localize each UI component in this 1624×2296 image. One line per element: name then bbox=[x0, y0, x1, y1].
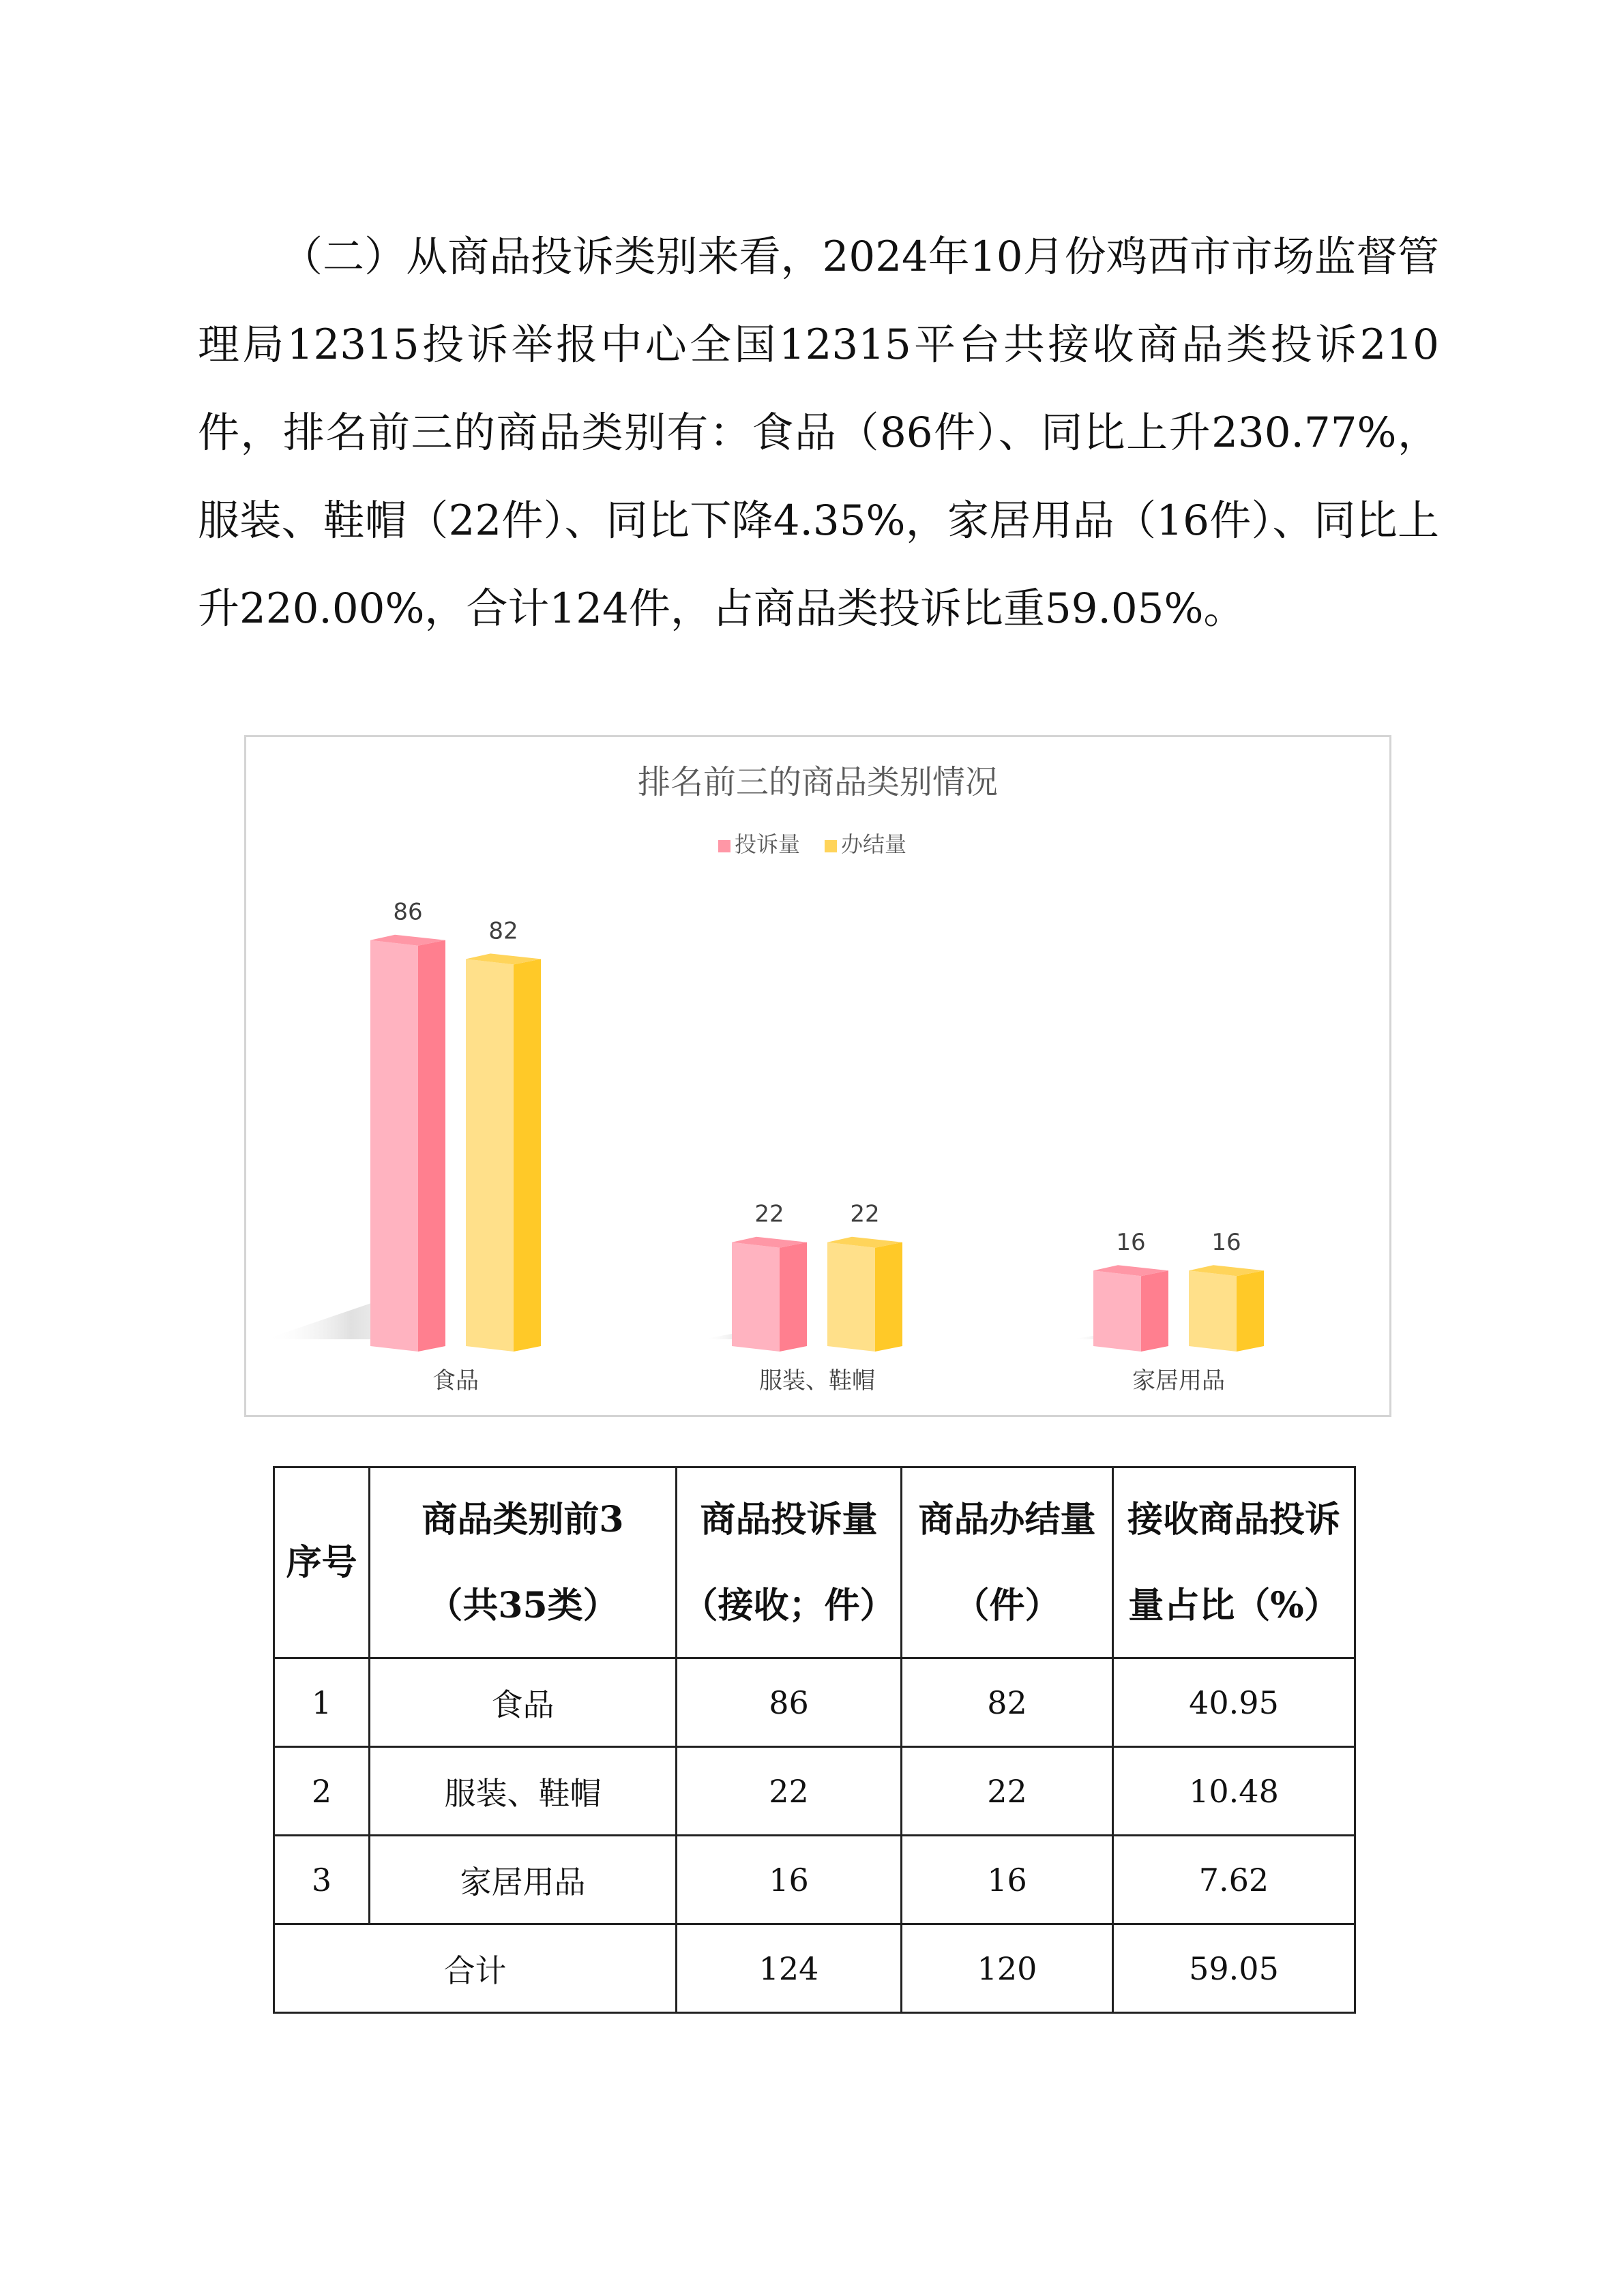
legend-label-complaints: 投诉量 bbox=[735, 831, 801, 857]
legend-swatch-resolved bbox=[825, 840, 837, 852]
cell-category: 服装、鞋帽 bbox=[370, 1747, 677, 1836]
table-row bbox=[274, 1836, 1355, 1924]
cell-resolved: 22 bbox=[902, 1747, 1113, 1836]
bar-side-face bbox=[418, 940, 445, 1352]
bar-front-face bbox=[370, 940, 418, 1352]
cell-ratio: 7.62 bbox=[1113, 1836, 1355, 1924]
data-label: 16 bbox=[1116, 1229, 1146, 1257]
table-row bbox=[274, 1658, 1355, 1747]
bar-resolved bbox=[466, 953, 541, 1352]
data-label: 22 bbox=[754, 1200, 784, 1228]
header-resolved: 商品办结量 （件） bbox=[902, 1467, 1113, 1658]
cell-total-ratio: 59.05 bbox=[1113, 1924, 1355, 2013]
header-complaints: 商品投诉量 （接收；件） bbox=[677, 1467, 902, 1658]
cell-resolved: 16 bbox=[902, 1836, 1113, 1924]
bar-resolved bbox=[827, 1237, 902, 1352]
table-header-row bbox=[274, 1467, 1355, 1658]
cell-category: 食品 bbox=[370, 1658, 677, 1747]
body-paragraph: （二）从商品投诉类别来看，2024年10月份鸡西市市场监督管理局12315投诉举报中心全国12315平台共接收商品类投诉210件，排名前三的商品类别有：食品（86件）、同比上升230.77%，服装、鞋帽（22件）、同比下降4.35%，家居用品（16件）、同比上升220.00%，合计124件，占商品类投诉比重59.05%。 bbox=[198, 233, 1439, 633]
cell-complaints: 22 bbox=[677, 1747, 902, 1836]
header-ratio: 接收商品投诉 量占比（%） bbox=[1113, 1467, 1355, 1658]
x-tick-label: 家居用品 bbox=[1132, 1367, 1225, 1395]
bar-front-face bbox=[466, 959, 514, 1352]
cell-category: 家居用品 bbox=[370, 1836, 677, 1924]
bar-resolved bbox=[1189, 1265, 1264, 1352]
bar-side-face bbox=[875, 1242, 902, 1352]
header-category: 商品类别前3 （共35类） bbox=[370, 1467, 677, 1658]
bar-chart bbox=[246, 737, 1389, 1415]
bar-side-face bbox=[780, 1242, 807, 1352]
cell-total-complaints: 124 bbox=[677, 1924, 902, 2013]
cell-ratio: 10.48 bbox=[1113, 1747, 1355, 1836]
bar-front-face bbox=[732, 1242, 780, 1352]
summary-table bbox=[273, 1466, 1356, 2014]
bar-front-face bbox=[1093, 1270, 1141, 1352]
legend-label-resolved: 办结量 bbox=[841, 831, 907, 857]
bar-complaints bbox=[732, 1237, 807, 1352]
bar-front-face bbox=[1189, 1270, 1237, 1352]
data-label: 22 bbox=[850, 1200, 880, 1228]
header-index: 序号 bbox=[274, 1467, 370, 1658]
cell-index: 2 bbox=[274, 1747, 370, 1836]
cell-ratio: 40.95 bbox=[1113, 1658, 1355, 1747]
cell-total-resolved: 120 bbox=[902, 1924, 1113, 2013]
table-total-row bbox=[274, 1924, 1355, 2013]
bar-complaints bbox=[1093, 1265, 1168, 1352]
cell-total-label: 合计 bbox=[274, 1924, 677, 2013]
bar-side-face bbox=[1237, 1270, 1264, 1352]
bar-complaints bbox=[370, 935, 445, 1352]
data-label: 16 bbox=[1211, 1229, 1241, 1257]
chart-frame bbox=[244, 735, 1391, 1417]
x-tick-label: 服装、鞋帽 bbox=[759, 1367, 875, 1395]
x-tick-label: 食品 bbox=[432, 1367, 479, 1395]
cell-index: 3 bbox=[274, 1836, 370, 1924]
chart-title: 排名前三的商品类别情况 bbox=[637, 763, 999, 801]
cell-index: 1 bbox=[274, 1658, 370, 1747]
cell-complaints: 86 bbox=[677, 1658, 902, 1747]
bar-side-face bbox=[514, 959, 541, 1352]
summary-table-wrapper bbox=[273, 1466, 1356, 2014]
cell-complaints: 16 bbox=[677, 1836, 902, 1924]
legend-swatch-complaints bbox=[718, 840, 730, 852]
bar-side-face bbox=[1141, 1270, 1168, 1352]
data-label: 86 bbox=[393, 898, 423, 926]
data-label: 82 bbox=[488, 917, 518, 945]
bar-front-face bbox=[827, 1242, 875, 1352]
chart-legend bbox=[718, 831, 906, 857]
cell-resolved: 82 bbox=[902, 1658, 1113, 1747]
table-row bbox=[274, 1747, 1355, 1836]
